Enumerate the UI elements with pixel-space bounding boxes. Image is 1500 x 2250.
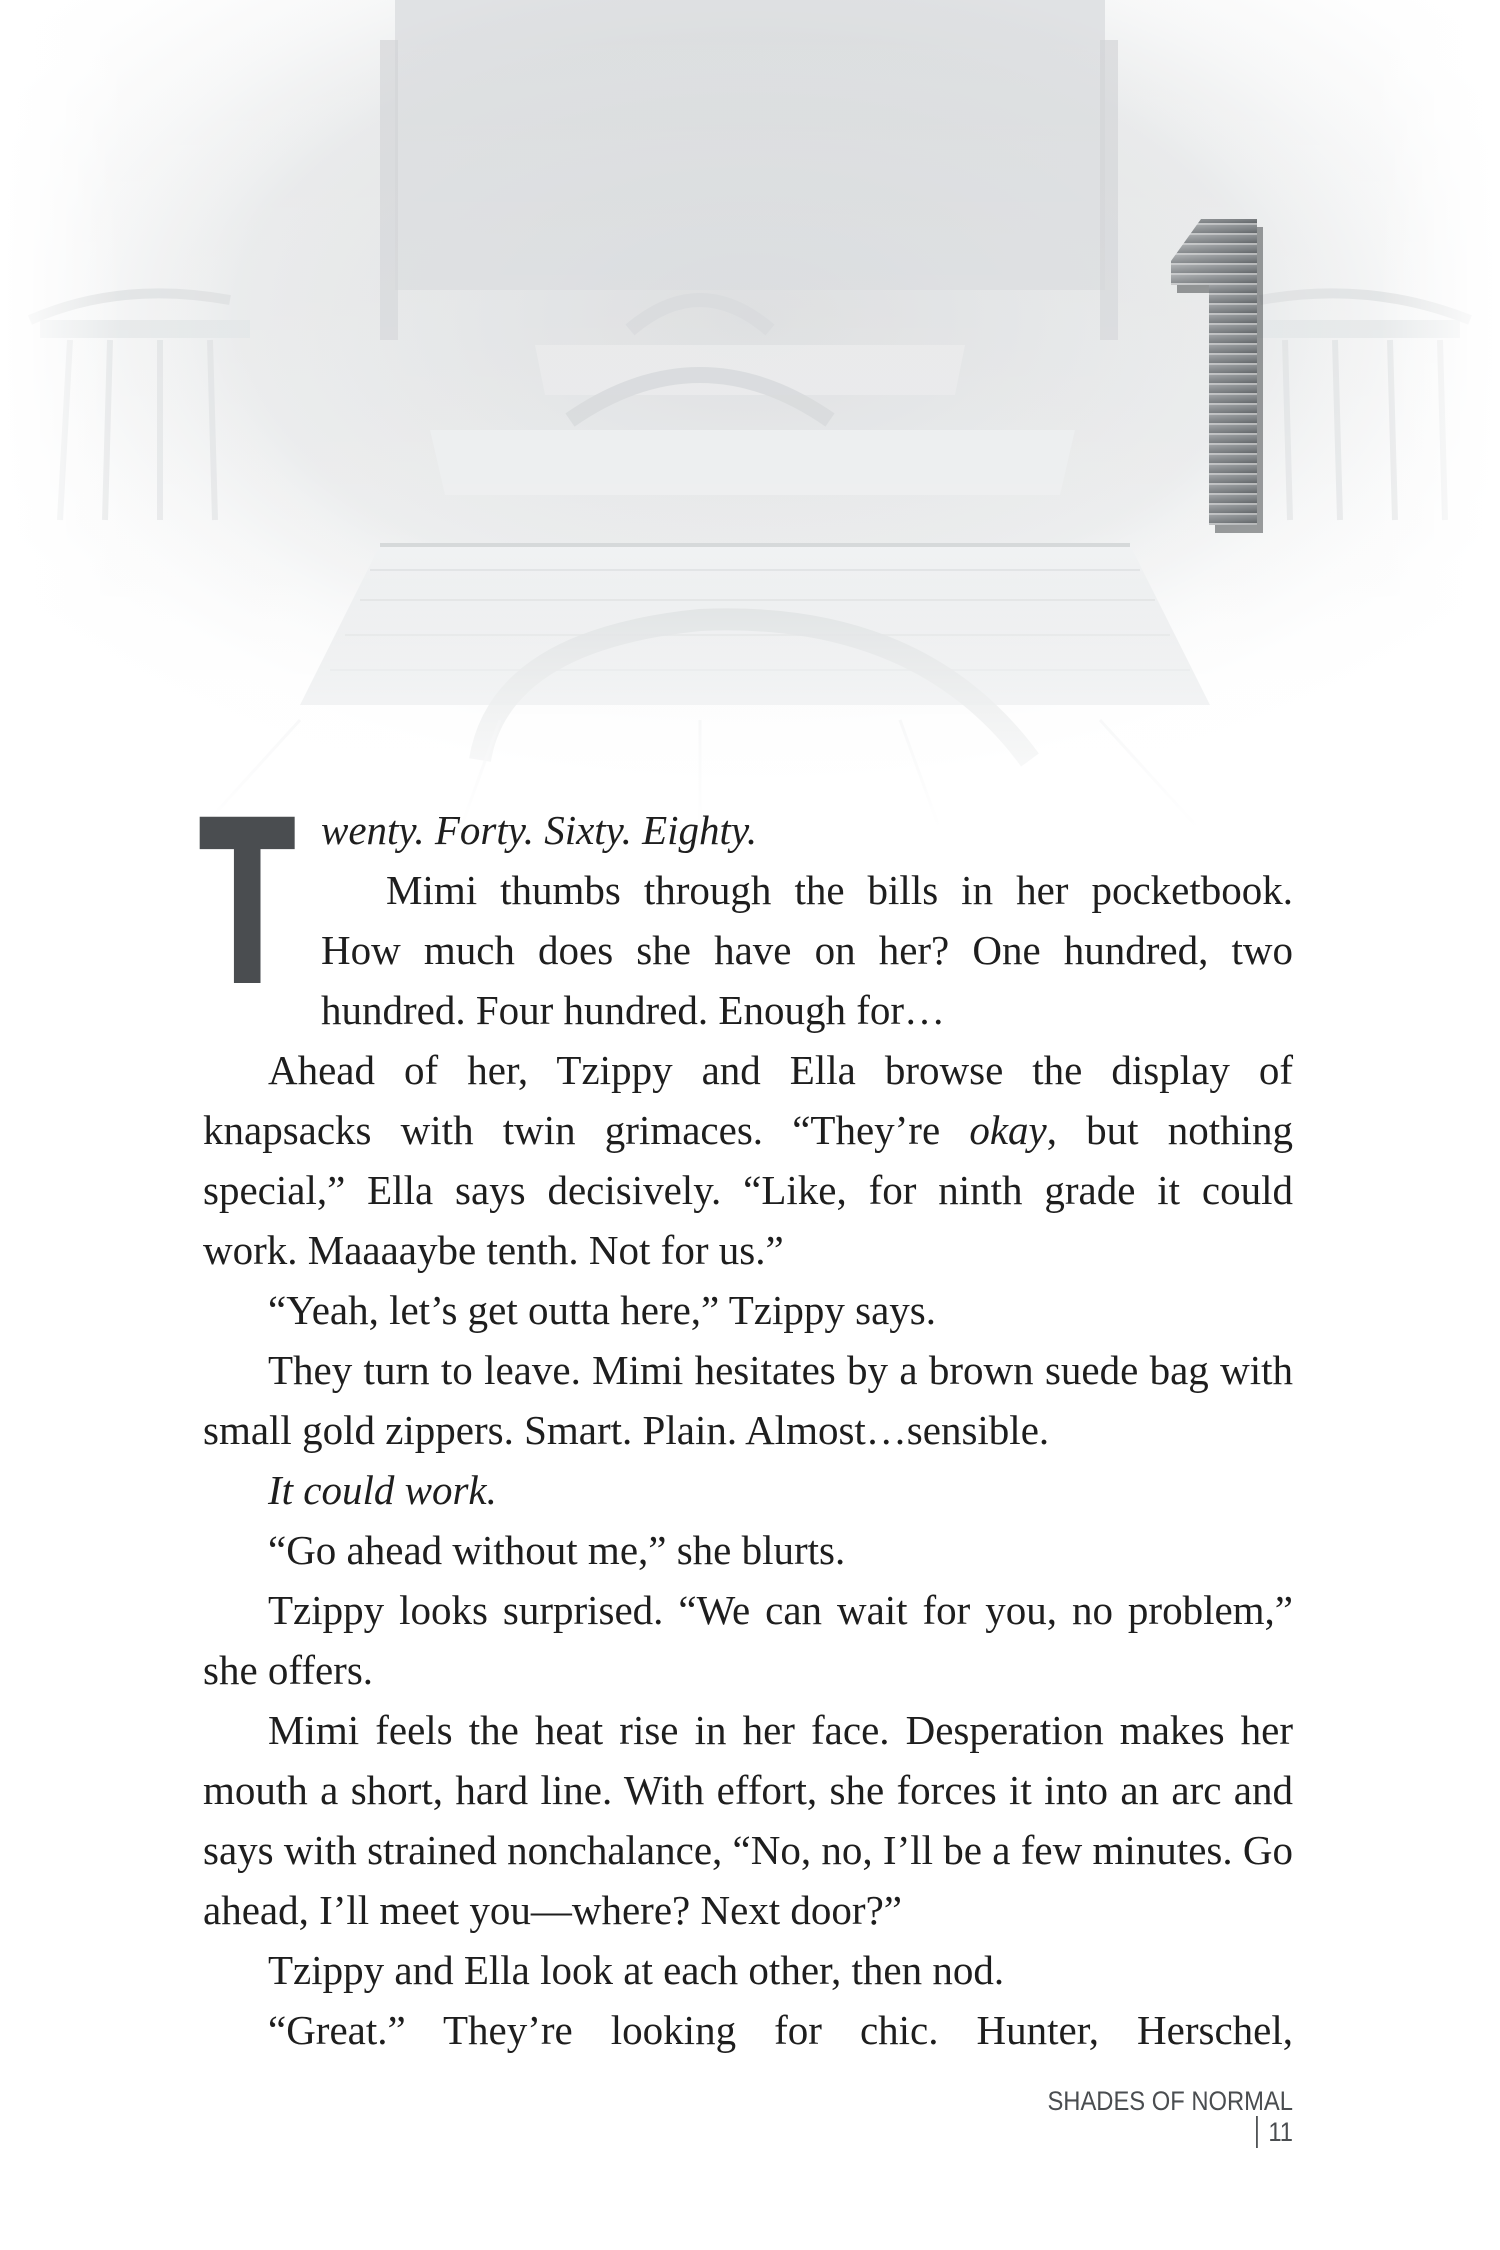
paragraph: “Go ahead without me,” she blurts.: [268, 1527, 846, 1573]
footer-separator: [1256, 2116, 1258, 2148]
paragraph-last: “Great.” They’re looking for chic. Hunter, Herschel,: [268, 2007, 1293, 2053]
paragraph: Tzippy and Ella look at each other, then nod.: [268, 1947, 1005, 1993]
paragraph: Ahead of her, Tzippy and Ella browse the display of knapsacks with twin grimaces. “They’re okay, but nothing special,” Ella says decisively. “Like, for ninth grade it could work. Maaaaybe tenth. Not for us.”: [203, 1047, 1293, 1273]
opening-line: wenty. Forty. Sixty. Eighty.: [321, 807, 758, 853]
chapter-body-text: [199, 771, 1293, 2060]
drop-cap: T: [199, 771, 293, 1037]
page-footer: [1035, 2086, 1293, 2150]
paragraph: Mimi feels the heat rise in her face. Desperation makes her mouth a short, hard line. With effort, she forces it into an arc and says with strained nonchalance, “No, no, I’ll be a few minutes. Go ahead, I’ll meet you—where? Next door?”: [203, 1707, 1293, 1933]
chapter-number-graphic: [1165, 215, 1275, 535]
chapter-header-illustration: [0, 0, 1500, 830]
opening-paragraph: [199, 771, 1293, 1040]
page-number: 11: [1268, 2117, 1293, 2147]
paragraph: They turn to leave. Mimi hesitates by a brown suede bag with small gold zippers. Smart. Plain. Almost…sensible.: [203, 1347, 1293, 1453]
classroom-image: [0, 0, 1500, 830]
chapter-number: 1: [1165, 215, 1166, 216]
paragraph: Tzippy looks surprised. “We can wait for you, no problem,” she offers.: [203, 1587, 1293, 1693]
running-title: SHADES OF NORMAL: [1047, 2086, 1293, 2116]
paragraph-italic-thought: It could work.: [268, 1467, 497, 1513]
paragraph-text: Mimi thumbs through the bills in her pocketbook. How much does she have on her? One hundred, two hundred. Four hundred. Enough for…: [321, 867, 1293, 1033]
emphasis: okay: [969, 1107, 1047, 1153]
paragraph: “Yeah, let’s get outta here,” Tzippy says.: [268, 1287, 936, 1333]
